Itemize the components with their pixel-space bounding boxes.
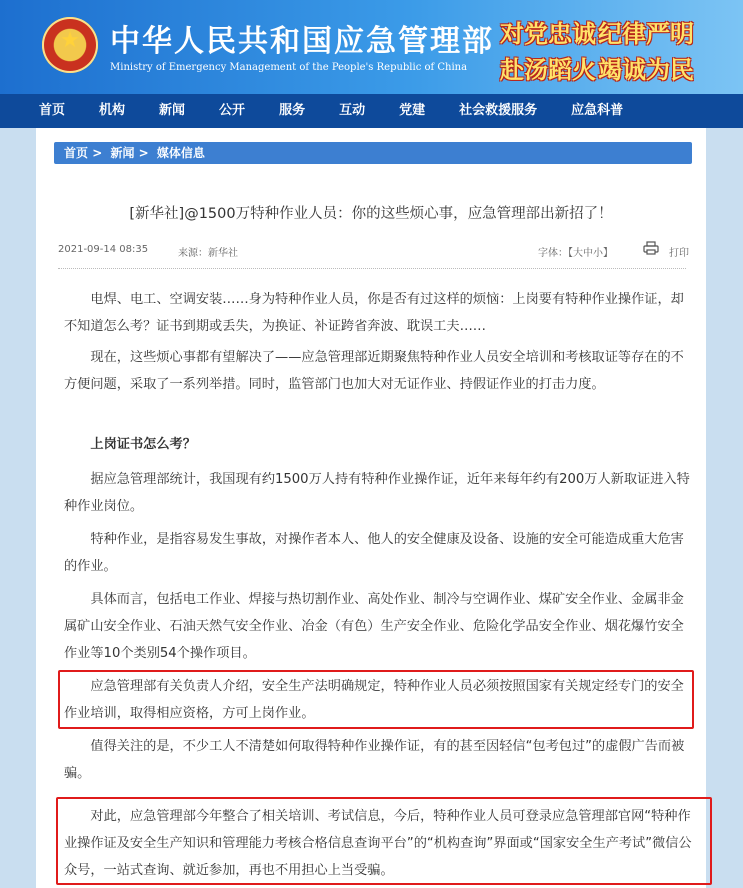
highlight-box: [56, 797, 712, 885]
breadcrumb-separator: >: [92, 146, 103, 160]
article-paragraph: 据应急管理部统计，我国现有约1500万人持有特种作业操作证，近年来每年约有200万人新取证进入特种作业岗位。: [64, 472, 690, 514]
print-button[interactable]: 打印: [669, 248, 689, 259]
article-paragraph: 电焊、电工、空调安装……身为特种作业人员，你是否有过这样的烦恼：上岗要有特种作业操作证，却不知道怎么考？证书到期或丢失，为换证、补证跨省奔波、耽误工夫……: [64, 292, 684, 334]
article-panel: [36, 128, 706, 888]
breadcrumb: [54, 142, 692, 164]
article-paragraph: 具体而言，包括电工作业、焊接与热切割作业、高处作业、制冷与空调作业、煤矿安全作业、金属非金属矿山安全作业、石油天然气安全作业、冶金（有色）生产安全作业、危险化学品安全作业、烟花爆竹安全作业等10个类别54个操作项目。: [64, 592, 684, 661]
slogan-4: 竭诚为民: [598, 55, 694, 84]
article-paragraph: 特种作业，是指容易发生事故，对操作者本人、他人的安全健康及设备、设施的安全可能造成重大危害的作业。: [64, 532, 684, 574]
nav-item-interaction[interactable]: 互动: [339, 103, 366, 118]
nav-item-organization[interactable]: 机构: [99, 103, 126, 118]
nav-item-rescue-service[interactable]: 社会救援服务: [459, 103, 538, 118]
article-date: 2021-09-14 08:35: [58, 244, 149, 255]
meta-divider: [58, 268, 686, 269]
site-title[interactable]: 中华人民共和国应急管理部: [110, 24, 494, 59]
article-source: 来源：新华社: [178, 248, 238, 259]
nav-item-service[interactable]: 服务: [279, 103, 306, 118]
main-nav: [0, 94, 743, 128]
breadcrumb-home[interactable]: 首页: [64, 146, 89, 160]
highlight-box: [58, 670, 694, 729]
breadcrumb-separator: >: [138, 146, 149, 160]
section-heading: 上岗证书怎么考？: [90, 437, 196, 452]
article-title: [新华社]@1500万特种作业人员：你的这些烦心事，应急管理部出新招了！: [129, 206, 613, 222]
nav-item-party[interactable]: 党建: [399, 103, 426, 118]
slogan-1: 对党忠诚: [500, 19, 596, 48]
nav-item-news[interactable]: 新闻: [159, 103, 186, 118]
nav-item-science[interactable]: 应急科普: [571, 103, 624, 118]
article-paragraph-highlighted: 应急管理部有关负责人介绍，安全生产法明确规定，特种作业人员必须按照国家有关规定经专门的安全作业培训，取得相应资格，方可上岗作业。: [64, 679, 684, 721]
breadcrumb-media-info[interactable]: 媒体信息: [156, 146, 205, 160]
site-header: [0, 0, 743, 94]
article-paragraph: 现在，这些烦心事都有望解决了——应急管理部近期聚焦特种作业人员安全培训和考核取证等存在的不方便问题，采取了一系列举措。同时，监管部门也加大对无证作业、持假证作业的打击力度。: [64, 350, 684, 392]
article-paragraph-highlighted: 对此，应急管理部今年整合了相关培训、考试信息，今后，特种作业人员可登录应急管理部官网“特种作业操作证及安全生产知识和管理能力考核合格信息查询平台”的“机构查询”界面或“国家安全生产考试”微信公众号，一站式查询、就近参加，再也不用担心上当受骗。: [64, 809, 692, 878]
print-icon[interactable]: [643, 241, 659, 255]
breadcrumb-news[interactable]: 新闻: [110, 146, 135, 160]
nav-item-public[interactable]: 公开: [219, 103, 246, 118]
site-subtitle: Ministry of Emergency Management of the People's Republic of China: [110, 62, 468, 73]
slogan-2: 纪律严明: [598, 19, 694, 48]
font-size-selector[interactable]: 字体：【大中小】: [538, 248, 613, 259]
slogan-3: 赴汤蹈火: [500, 55, 596, 84]
article-paragraph: 值得关注的是，不少工人不清楚如何取得特种作业操作证，有的甚至因轻信“包考包过”的虚假广告而被骗。: [64, 739, 685, 781]
nav-item-home[interactable]: 首页: [39, 103, 66, 118]
national-emblem-icon[interactable]: ★: [42, 17, 98, 73]
